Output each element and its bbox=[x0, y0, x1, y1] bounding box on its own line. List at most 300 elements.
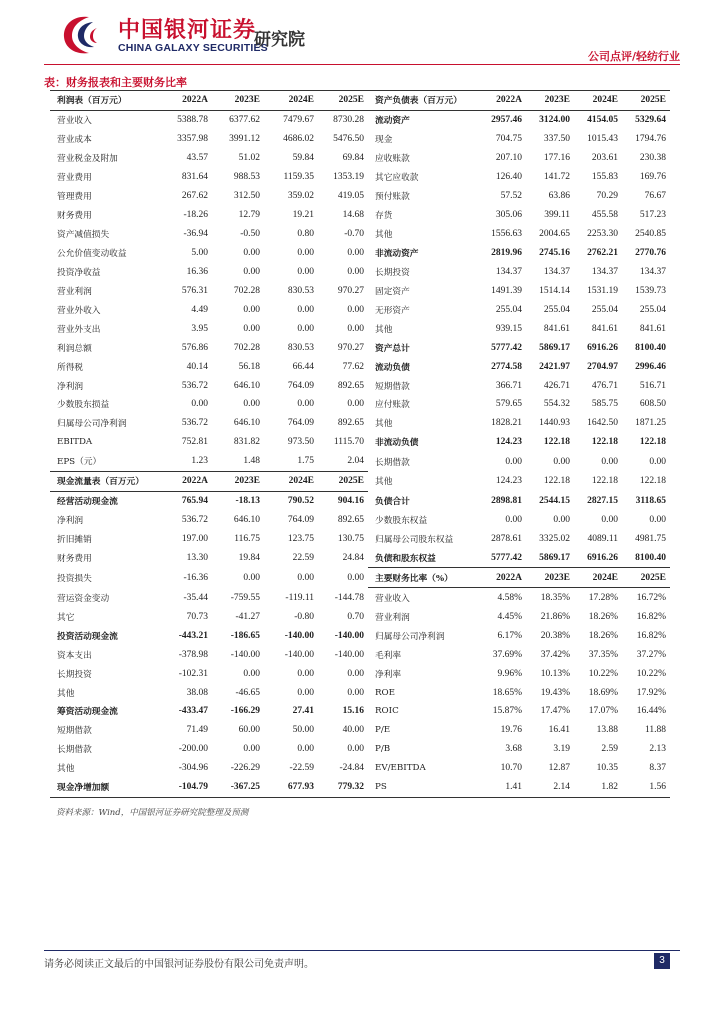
table-cell-value: 17.92% bbox=[636, 687, 666, 698]
table-cell-value: 0.00 bbox=[191, 399, 208, 410]
table-cell-value: -140.00 bbox=[284, 649, 314, 660]
table-cell-value: 203.61 bbox=[591, 153, 618, 164]
table-cell-value: 10.13% bbox=[540, 668, 570, 679]
left-row-label: 投资净收益 bbox=[57, 267, 101, 278]
left-row-label: 营业外收入 bbox=[57, 305, 101, 316]
year-header: 2023E bbox=[526, 91, 574, 111]
table-cell-value: 13.30 bbox=[186, 553, 208, 564]
right-row-label: 长期投资 bbox=[375, 267, 410, 278]
left-row-label: EBITDA bbox=[57, 437, 93, 448]
table-cell-value: 0.80 bbox=[297, 229, 314, 240]
table-cell-value: 2.59 bbox=[601, 744, 618, 755]
table-cell-value: 19.84 bbox=[238, 553, 260, 564]
table-cell-value: 305.06 bbox=[495, 210, 522, 221]
table-cell-value: 1440.93 bbox=[539, 418, 570, 429]
left-row-label: 营运资金变动 bbox=[57, 593, 110, 604]
table-cell-value: 2774.58 bbox=[491, 361, 522, 372]
right-row-label: 非流动负债 bbox=[375, 438, 419, 449]
right-row-label: 归属母公司净利润 bbox=[375, 631, 445, 642]
table-cell-value: 1556.63 bbox=[491, 229, 522, 240]
table-cell-value: 2827.15 bbox=[587, 495, 618, 506]
table-cell-value: 16.72% bbox=[636, 592, 666, 603]
left-row-label: 长期借款 bbox=[57, 745, 92, 756]
table-cell-value: 0.00 bbox=[297, 323, 314, 334]
table-cell-value: 4.45% bbox=[497, 611, 522, 622]
year-header: 2024E bbox=[574, 568, 622, 588]
table-cell-value: 0.00 bbox=[297, 304, 314, 315]
table-cell-value: 764.09 bbox=[287, 418, 314, 429]
source-note: 资料来源：Wind，中国银河证券研究院整理及预测 bbox=[56, 808, 249, 818]
left-row-label: 管理费用 bbox=[57, 192, 92, 203]
table-cell-value: -140.00 bbox=[334, 649, 364, 660]
table-cell-value: 38.08 bbox=[186, 687, 208, 698]
right-row-label: ROIC bbox=[375, 706, 399, 717]
left-row-label: 资本支出 bbox=[57, 650, 92, 661]
left-row-label: 营业成本 bbox=[57, 135, 92, 146]
table-row bbox=[50, 357, 670, 376]
table-cell-value: 15.87% bbox=[492, 706, 522, 717]
table-cell-value: 16.82% bbox=[636, 630, 666, 641]
right-row-label: 营业利润 bbox=[375, 612, 410, 623]
table-cell-value: 15.16 bbox=[342, 706, 364, 717]
table-cell-value: 0.00 bbox=[297, 668, 314, 679]
table-row bbox=[50, 433, 670, 452]
table-row bbox=[50, 91, 670, 111]
table-cell-value: 0.00 bbox=[243, 572, 260, 583]
table-cell-value: 5.00 bbox=[191, 247, 208, 258]
table-row bbox=[50, 511, 670, 530]
table-cell-value: 366.71 bbox=[495, 380, 522, 391]
table-cell-value: 57.52 bbox=[500, 191, 522, 202]
table-cell-value: 516.71 bbox=[639, 380, 666, 391]
right-section-title: 资产负债表（百万元） bbox=[368, 91, 480, 111]
left-row-label: 所得税 bbox=[57, 362, 84, 373]
table-cell-value: 2704.97 bbox=[587, 361, 618, 372]
left-row-label: 公允价值变动收益 bbox=[57, 248, 127, 259]
table-cell-value: 841.61 bbox=[639, 323, 666, 334]
table-cell-value: 40.14 bbox=[186, 361, 208, 372]
left-row-label: 其他 bbox=[57, 764, 75, 775]
table-cell-value: 0.70 bbox=[347, 611, 364, 622]
table-row bbox=[50, 130, 670, 149]
table-cell-value: 790.52 bbox=[287, 496, 314, 507]
table-cell-value: 19.21 bbox=[292, 210, 314, 221]
right-row-label: ROE bbox=[375, 687, 396, 698]
table-cell-value: 0.00 bbox=[505, 515, 522, 526]
table-cell-value: 5329.64 bbox=[635, 115, 666, 126]
table-cell-value: 59.84 bbox=[292, 153, 314, 164]
year-header: 2025E bbox=[622, 568, 670, 588]
table-cell-value: 3991.12 bbox=[229, 134, 260, 145]
table-cell-value: 3124.00 bbox=[539, 115, 570, 126]
table-row bbox=[50, 338, 670, 357]
table-cell-value: 0.00 bbox=[601, 515, 618, 526]
table-cell-value: 21.86% bbox=[540, 611, 570, 622]
table-cell-value: 517.23 bbox=[639, 210, 666, 221]
table-cell-value: 16.41 bbox=[548, 725, 570, 736]
right-row-label: 其他 bbox=[375, 419, 393, 430]
table-cell-value: 10.22% bbox=[636, 668, 666, 679]
table-cell-value: 6377.62 bbox=[229, 115, 260, 126]
table-cell-value: -140.00 bbox=[230, 649, 260, 660]
table-cell-value: 56.18 bbox=[238, 361, 260, 372]
table-cell-value: 17.28% bbox=[588, 592, 618, 603]
table-cell-value: 0.00 bbox=[553, 515, 570, 526]
table-cell-value: 3.19 bbox=[553, 744, 570, 755]
table-cell-value: 2745.16 bbox=[539, 247, 570, 258]
table-cell-value: 0.00 bbox=[347, 687, 364, 698]
financial-statements-table bbox=[50, 90, 670, 798]
table-row bbox=[50, 395, 670, 414]
table-cell-value: 22.59 bbox=[292, 553, 314, 564]
table-cell-value: 0.00 bbox=[297, 572, 314, 583]
left-row-label: 短期借款 bbox=[57, 726, 92, 737]
table-row bbox=[50, 645, 670, 664]
table-cell-value: 4686.02 bbox=[283, 134, 314, 145]
year-header: 2022A bbox=[480, 91, 526, 111]
table-cell-value: 988.53 bbox=[233, 172, 260, 183]
table-row bbox=[50, 206, 670, 225]
table-cell-value: 134.37 bbox=[591, 266, 618, 277]
table-cell-value: 134.37 bbox=[543, 266, 570, 277]
table-cell-value: 1115.70 bbox=[333, 437, 364, 448]
right-row-label: 少数股东权益 bbox=[375, 516, 428, 527]
table-cell-value: 0.00 bbox=[243, 266, 260, 277]
table-cell-value: 40.00 bbox=[342, 725, 364, 736]
table-cell-value: -41.27 bbox=[235, 611, 260, 622]
table-row bbox=[50, 110, 670, 129]
report-category: 公司点评/轻纺行业 bbox=[587, 50, 680, 63]
table-cell-value: 3.95 bbox=[191, 323, 208, 334]
table-cell-value: 419.05 bbox=[337, 191, 364, 202]
table-cell-value: 585.75 bbox=[591, 399, 618, 410]
table-cell-value: 63.86 bbox=[548, 191, 570, 202]
left-row-label: 净利润 bbox=[57, 381, 84, 392]
table-cell-value: 892.65 bbox=[337, 515, 364, 526]
table-cell-value: -104.79 bbox=[162, 778, 212, 797]
table-cell-value: 60.00 bbox=[238, 725, 260, 736]
table-cell-value: 122.18 bbox=[591, 476, 618, 487]
left-row-label: 营业收入 bbox=[57, 116, 92, 127]
table-cell-value: 141.72 bbox=[543, 172, 570, 183]
right-row-label: 长期借款 bbox=[375, 457, 410, 468]
table-row bbox=[50, 664, 670, 683]
left-row-label: 营业外支出 bbox=[57, 324, 101, 335]
table-cell-value: -200.00 bbox=[178, 744, 208, 755]
footer-divider bbox=[44, 950, 680, 951]
table-cell-value: 0.00 bbox=[347, 323, 364, 334]
right-row-label: 存货 bbox=[375, 211, 393, 222]
page-number: 3 bbox=[654, 953, 670, 969]
table-cell-value: -0.50 bbox=[240, 229, 260, 240]
table-cell-value: 0.00 bbox=[649, 515, 666, 526]
table-cell-value: 2770.76 bbox=[635, 247, 666, 258]
left-section-title: 现金流量表（百万元） bbox=[50, 471, 162, 491]
table-cell-value: 124.23 bbox=[495, 437, 522, 448]
left-row-label: EPS（元） bbox=[57, 457, 102, 468]
table-cell-value: 0.00 bbox=[347, 744, 364, 755]
table-cell-value: 10.70 bbox=[500, 763, 522, 774]
table-cell-value: 312.50 bbox=[233, 191, 260, 202]
table-cell-value: 554.32 bbox=[543, 399, 570, 410]
table-cell-value: 579.65 bbox=[495, 399, 522, 410]
table-cell-value: 2996.46 bbox=[635, 361, 666, 372]
table-cell-value: 6916.26 bbox=[587, 342, 618, 353]
table-cell-value: 27.41 bbox=[292, 706, 314, 717]
table-cell-value: 0.00 bbox=[243, 399, 260, 410]
right-row-label: 流动负债 bbox=[375, 362, 410, 373]
table-row bbox=[50, 149, 670, 168]
table-cell-value: 255.04 bbox=[543, 304, 570, 315]
table-cell-value: 455.58 bbox=[591, 210, 618, 221]
table-cell-value: 267.62 bbox=[181, 191, 208, 202]
table-cell-value: 70.73 bbox=[186, 611, 208, 622]
right-section-title: 主要财务比率（%） bbox=[368, 568, 480, 588]
table-cell-value: 2421.97 bbox=[539, 361, 570, 372]
table-cell-value: 134.37 bbox=[639, 266, 666, 277]
table-cell-value: 66.44 bbox=[292, 361, 314, 372]
right-row-label: 负债合计 bbox=[375, 496, 410, 507]
table-cell-value: -304.96 bbox=[178, 763, 208, 774]
table-cell-value: 37.35% bbox=[588, 649, 618, 660]
table-cell-value: 0.00 bbox=[297, 687, 314, 698]
table-cell-value: 536.72 bbox=[181, 380, 208, 391]
left-row-label: 其他 bbox=[57, 688, 75, 699]
table-cell-value: 476.71 bbox=[591, 380, 618, 391]
table-cell-value: 122.18 bbox=[591, 437, 618, 448]
table-cell-value: 16.82% bbox=[636, 611, 666, 622]
table-cell-value: 5869.17 bbox=[539, 342, 570, 353]
year-header: 2025E bbox=[318, 91, 368, 111]
year-header: 2023E bbox=[212, 471, 264, 491]
table-cell-value: 177.16 bbox=[543, 153, 570, 164]
table-cell-value: 134.37 bbox=[495, 266, 522, 277]
table-cell-value: 765.94 bbox=[181, 496, 208, 507]
left-row-label: 利润总额 bbox=[57, 343, 92, 354]
table-cell-value: 1642.50 bbox=[587, 418, 618, 429]
table-cell-value: 1794.76 bbox=[635, 134, 666, 145]
table-cell-value: 5777.42 bbox=[491, 342, 522, 353]
right-row-label: 非流动资产 bbox=[375, 248, 419, 259]
right-row-label: EV/EBITDA bbox=[375, 763, 426, 774]
right-row-label: 固定资产 bbox=[375, 286, 410, 297]
table-cell-value: 51.02 bbox=[238, 153, 260, 164]
table-cell-value: 71.49 bbox=[186, 725, 208, 736]
table-cell-value: 1.41 bbox=[480, 778, 526, 797]
table-cell-value: 1514.14 bbox=[539, 285, 570, 296]
right-row-label: 无形资产 bbox=[375, 305, 410, 316]
table-cell-value: -166.29 bbox=[230, 706, 260, 717]
table-cell-value: 1015.43 bbox=[587, 134, 618, 145]
table-cell-value: -36.94 bbox=[183, 229, 208, 240]
right-row-label: 应收账款 bbox=[375, 154, 410, 165]
table-cell-value: 4981.75 bbox=[635, 534, 666, 545]
table-cell-value: 255.04 bbox=[591, 304, 618, 315]
table-cell-value: 2004.65 bbox=[539, 229, 570, 240]
table-cell-value: 8.37 bbox=[649, 763, 666, 774]
table-cell-value: 0.00 bbox=[347, 266, 364, 277]
right-row-label: 归属母公司股东权益 bbox=[375, 535, 454, 546]
right-row-label: 短期借款 bbox=[375, 381, 410, 392]
table-cell-value: -367.25 bbox=[212, 778, 264, 797]
table-cell-value: 197.00 bbox=[181, 534, 208, 545]
table-cell-value: 841.61 bbox=[543, 323, 570, 334]
year-header: 2024E bbox=[264, 91, 318, 111]
left-row-label: 净利润 bbox=[57, 516, 84, 527]
table-cell-value: -0.80 bbox=[294, 611, 314, 622]
table-cell-value: 0.00 bbox=[347, 399, 364, 410]
table-cell-value: 50.00 bbox=[292, 725, 314, 736]
table-cell-value: 4089.11 bbox=[587, 534, 618, 545]
table-cell-value: 5476.50 bbox=[333, 134, 364, 145]
table-cell-value: 255.04 bbox=[639, 304, 666, 315]
year-header: 2024E bbox=[264, 471, 318, 491]
table-cell-value: 0.00 bbox=[243, 304, 260, 315]
table-cell-value: 0.00 bbox=[347, 668, 364, 679]
table-cell-value: 17.47% bbox=[540, 706, 570, 717]
table-cell-value: 2.14 bbox=[526, 778, 574, 797]
table-row bbox=[50, 549, 670, 568]
table-cell-value: 892.65 bbox=[337, 380, 364, 391]
table-cell-value: 155.83 bbox=[591, 172, 618, 183]
table-cell-value: 255.04 bbox=[495, 304, 522, 315]
table-cell-value: -140.00 bbox=[284, 630, 314, 641]
brand-name-en: CHINA GALAXY SECURITIES bbox=[118, 42, 268, 54]
table-row bbox=[50, 281, 670, 300]
year-header: 2022A bbox=[162, 91, 212, 111]
table-cell-value: 704.75 bbox=[495, 134, 522, 145]
table-cell-value: 14.68 bbox=[342, 210, 364, 221]
table-cell-value: 122.18 bbox=[543, 437, 570, 448]
table-cell-value: 702.28 bbox=[233, 342, 260, 353]
page-header bbox=[0, 0, 724, 70]
table-cell-value: 0.00 bbox=[243, 247, 260, 258]
table-cell-value: -140.00 bbox=[334, 630, 364, 641]
table-cell-value: 116.75 bbox=[234, 534, 260, 545]
table-cell-value: -24.84 bbox=[339, 763, 364, 774]
institute-label: 研究院 bbox=[254, 30, 305, 50]
left-row-label: 财务费用 bbox=[57, 211, 92, 222]
table-cell-value: 16.44% bbox=[636, 706, 666, 717]
table-cell-value: 4154.05 bbox=[587, 115, 618, 126]
right-row-label: 其他 bbox=[375, 477, 393, 488]
table-cell-value: 230.38 bbox=[639, 153, 666, 164]
right-row-label: 其他 bbox=[375, 230, 393, 241]
table-cell-value: -35.44 bbox=[183, 592, 208, 603]
header-divider bbox=[44, 64, 680, 65]
table-cell-value: 702.28 bbox=[233, 285, 260, 296]
table-cell-value: 764.09 bbox=[287, 380, 314, 391]
table-cell-value: 10.35 bbox=[596, 763, 618, 774]
left-row-label: 其它 bbox=[57, 612, 75, 623]
galaxy-logo-icon bbox=[59, 13, 107, 57]
table-row bbox=[50, 683, 670, 702]
right-row-label: PS bbox=[368, 778, 480, 797]
right-row-label: 毛利率 bbox=[375, 650, 402, 661]
table-cell-value: 904.16 bbox=[337, 496, 364, 507]
year-header: 2022A bbox=[162, 471, 212, 491]
right-row-label: 资产总计 bbox=[375, 343, 410, 354]
table-row bbox=[50, 759, 670, 778]
table-cell-value: 841.61 bbox=[591, 323, 618, 334]
table-row bbox=[50, 452, 670, 471]
table-row bbox=[50, 530, 670, 549]
left-row-label: 少数股东损益 bbox=[57, 400, 110, 411]
table-cell-value: 13.88 bbox=[596, 725, 618, 736]
table-row bbox=[50, 300, 670, 319]
table-cell-value: 70.29 bbox=[596, 191, 618, 202]
table-cell-value: 123.75 bbox=[287, 534, 314, 545]
right-row-label: 应付账款 bbox=[375, 400, 410, 411]
table-caption: 表：财务报表和主要财务比率 bbox=[44, 76, 187, 89]
table-cell-value: 169.76 bbox=[639, 172, 666, 183]
table-cell-value: 6916.26 bbox=[587, 552, 618, 563]
left-row-label: 营业费用 bbox=[57, 173, 92, 184]
table-cell-value: 18.26% bbox=[588, 630, 618, 641]
table-row bbox=[50, 376, 670, 395]
table-cell-value: 1.75 bbox=[297, 456, 314, 467]
table-cell-value: 1.82 bbox=[574, 778, 622, 797]
left-row-label: 归属母公司净利润 bbox=[57, 419, 127, 430]
year-header: 2023E bbox=[526, 568, 574, 588]
table-cell-value: 1.23 bbox=[191, 456, 208, 467]
left-row-label: 营业利润 bbox=[57, 286, 92, 297]
table-cell-value: 831.64 bbox=[181, 172, 208, 183]
table-cell-value: 1353.19 bbox=[333, 172, 364, 183]
table-cell-value: 536.72 bbox=[181, 418, 208, 429]
table-cell-value: 76.67 bbox=[644, 191, 666, 202]
table-row bbox=[50, 778, 670, 797]
table-cell-value: 18.35% bbox=[540, 592, 570, 603]
table-cell-value: 12.79 bbox=[238, 210, 260, 221]
right-row-label: 负债和股东权益 bbox=[375, 553, 436, 564]
table-cell-value: 399.11 bbox=[544, 210, 570, 221]
table-cell-value: 677.93 bbox=[264, 778, 318, 797]
table-cell-value: 892.65 bbox=[337, 418, 364, 429]
table-cell-value: 0.00 bbox=[243, 323, 260, 334]
table-cell-value: 830.53 bbox=[287, 285, 314, 296]
table-row bbox=[50, 721, 670, 740]
table-row bbox=[50, 319, 670, 338]
year-header: 2024E bbox=[574, 91, 622, 111]
table-cell-value: 5869.17 bbox=[539, 552, 570, 563]
table-cell-value: 1539.73 bbox=[635, 285, 666, 296]
table-row bbox=[50, 168, 670, 187]
brand-name-cn: 中国银河证券 bbox=[118, 18, 257, 43]
table-row bbox=[50, 187, 670, 206]
table-cell-value: 2957.46 bbox=[491, 115, 522, 126]
table-cell-value: 2878.61 bbox=[491, 534, 522, 545]
table-cell-value: 5388.78 bbox=[177, 115, 208, 126]
table-cell-value: 8100.40 bbox=[635, 552, 666, 563]
table-cell-value: 19.43% bbox=[540, 687, 570, 698]
table-cell-value: -759.55 bbox=[230, 592, 260, 603]
table-cell-value: 37.69% bbox=[492, 649, 522, 660]
table-cell-value: 576.31 bbox=[181, 285, 208, 296]
right-row-label: 预付账款 bbox=[375, 192, 410, 203]
table-cell-value: 8730.28 bbox=[333, 115, 364, 126]
table-cell-value: 0.00 bbox=[297, 744, 314, 755]
table-cell-value: 9.96% bbox=[497, 668, 522, 679]
table-cell-value: -0.70 bbox=[344, 229, 364, 240]
table-row bbox=[50, 244, 670, 263]
table-row bbox=[50, 607, 670, 626]
table-cell-value: 764.09 bbox=[287, 515, 314, 526]
table-cell-value: 7479.67 bbox=[283, 115, 314, 126]
year-header: 2023E bbox=[212, 91, 264, 111]
table-cell-value: 43.57 bbox=[186, 153, 208, 164]
table-cell-value: 122.18 bbox=[639, 476, 666, 487]
